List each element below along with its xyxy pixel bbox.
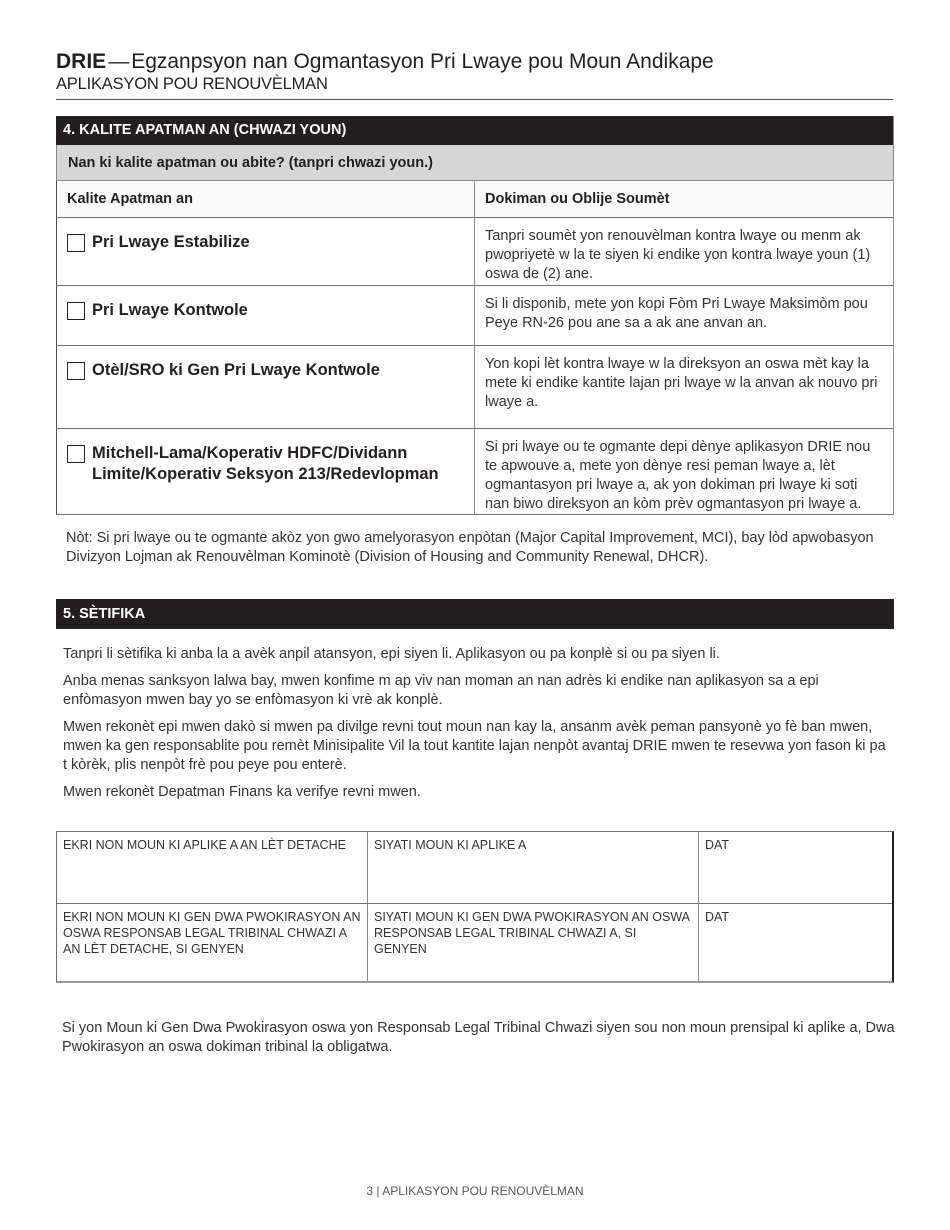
signature-table [56,831,894,983]
column-header-required-documents: Dokiman ou Oblije Soumèt [485,191,670,207]
option-label: Mitchell-Lama/Koperativ HDFC/Dividann Limite/Koperativ Seksyon 213/Redevlopman [92,444,439,483]
table-row [56,286,893,346]
checkbox-hotel-sro[interactable] [67,362,85,380]
title-dash: — [108,50,130,73]
option-rent-controlled[interactable] [67,286,464,321]
certification-paragraph: Anba menas sanksyon lalwa bay, mwen konfime m ap viv nan moman an nan adrès ki endike nan aplikasyon sa a epi enfòmasyon mwen bay yo se enfòmasyon ki vrè ak konplè. [63,673,819,708]
certification-paragraph: Tanpri li sètifika ki anba la a avèk anpil atansyon, epi siyen li. Aplikasyon ou pa konplè si ou pa siyen li. [63,646,720,662]
power-of-attorney-note: Si yon Moun ki Gen Dwa Pwokirasyon oswa yon Responsab Legal Tribinal Chwazi siyen sou non moun prensipal ki aplike a, Dwa Pwokirasyon an oswa dokiman tribinal la obligatwa. [62,1020,895,1055]
proxy-signature-field[interactable] [367,903,698,981]
section-5-title: 5. SÈTIFIKA [56,599,894,629]
field-label: DAT [705,838,730,852]
applicant-name-field[interactable] [57,832,367,903]
table-row [56,218,893,286]
checkbox-rent-stabilized[interactable] [67,234,85,252]
table-header-row [56,181,893,218]
required-documents-text: Si pri lwaye ou te ogmante depi dènye aplikasyon DRIE nou te apwouve a, mete yon dènye resi peman lwaye a, lèt ogmantasyon pri lwaye a, ak yon dokiman pri lwaye ki soti nan biwo direksyon an kòm prèv ogmantasyon pri lwaye a. [485,439,871,512]
section-4-title: 4. KALITE APATMAN AN (CHWAZI YOUN) [56,116,893,145]
mci-note: Nòt: Si pri lwaye ou te ogmante akòz yon gwo amelyorasyon enpòtan (Major Capital Improvement, MCI), bay lòd apwobasyon Divizyon Lojman ak Renouvèlman Kominotè (Division of Housing and Community Renewal, DHCR). [66,530,874,565]
field-label: DAT [705,910,730,924]
column-header-apartment-type: Kalite Apatman an [57,181,475,217]
checkbox-rent-controlled[interactable] [67,302,85,320]
field-label: SIYATI MOUN KI GEN DWA PWOKIRASYON AN OSWA RESPONSAB LEGAL TRIBINAL CHWAZI A, SI GENYEN [374,910,690,956]
certification-paragraph: Mwen rekonèt Depatman Finans ka verifye revni mwen. [63,784,421,800]
document-title [56,50,893,74]
required-documents-text: Si li disponib, mete yon kopi Fòm Pri Lwaye Maksimòm pou Peye RN-26 pou ane sa a ak ane anvan an. [485,296,868,331]
field-label: EKRI NON MOUN KI APLIKE A AN LÈT DETACHE [63,838,346,852]
field-label: EKRI NON MOUN KI GEN DWA PWOKIRASYON AN OSWA RESPONSAB LEGAL TRIBINAL CHWAZI A AN LÈT DETACHE, SI GENYEN [63,910,361,956]
checkbox-mitchell-lama[interactable] [67,445,85,463]
table-row [56,346,893,429]
table-row [56,429,893,515]
applicant-date-field[interactable] [698,832,892,903]
header-divider [56,99,893,100]
option-label: Otèl/SRO ki Gen Pri Lwaye Kontwole [92,361,380,379]
section-apartment-type [56,116,894,515]
required-documents-text: Tanpri soumèt yon renouvèlman kontra lwaye ou menm ak pwopriyetè w la te siyen ki endike yon kontra lwaye youn (1) oswa de (2) ane. [485,228,871,282]
option-label: Pri Lwaye Kontwole [92,301,248,319]
option-hotel-sro[interactable] [67,346,464,381]
applicant-signature-field[interactable] [367,832,698,903]
program-name: Egzanpsyon nan Ogmantasyon Pri Lwaye pou Moun Andikape [131,50,714,73]
field-label: SIYATI MOUN KI APLIKE A [374,838,527,852]
proxy-date-field[interactable] [698,903,892,981]
page-footer: 3 | APLIKASYON POU RENOUVÈLMAN [366,1184,584,1198]
proxy-name-field[interactable] [57,903,367,981]
option-rent-stabilized[interactable] [67,218,464,253]
certification-text [63,645,893,810]
option-label: Pri Lwaye Estabilize [92,233,250,251]
certification-paragraph: Mwen rekonèt epi mwen dakò si mwen pa divilge revni tout moun nan kay la, ansanm avèk peman pansyonè yo fè ban mwen, mwen ka gen responsablite pou remèt Minisipalite Vil la tout kantite lajan nenpòt avantaj DRIE mwen te resevwa yon fason ki pa t kòrèk, plis nenpòt frè pou peye pou enterè. [63,719,886,773]
section-4-question: Nan ki kalite apatman ou abite? (tanpri chwazi youn.) [56,145,893,181]
option-mitchell-lama[interactable] [67,429,464,485]
document-header [56,50,893,94]
program-acronym: DRIE [56,50,107,73]
document-subtitle: APLIKASYON POU RENOUVÈLMAN [56,75,328,93]
required-documents-text: Yon kopi lèt kontra lwaye w la direksyon an oswa mèt kay la mete ki endike kantite lajan pri lwaye w la anvan ak nouvo pri lwaye a. [485,356,878,410]
